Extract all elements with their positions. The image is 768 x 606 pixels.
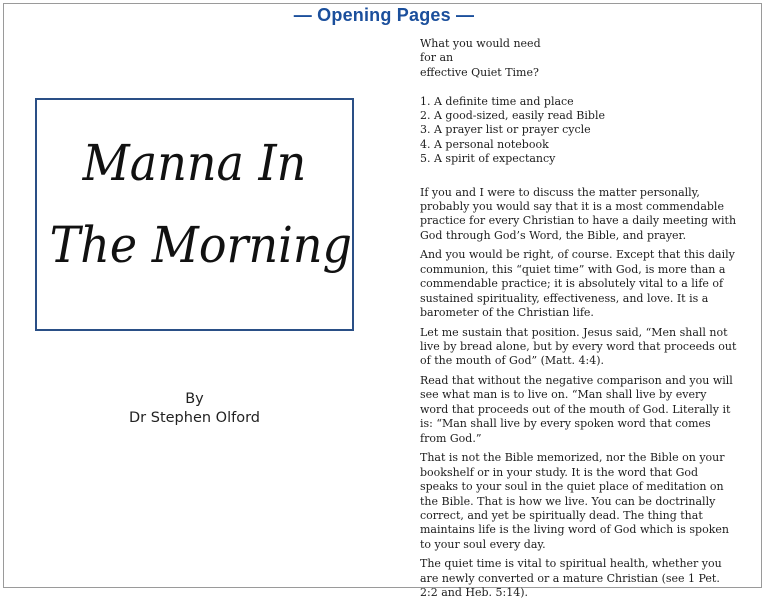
book-title-box <box>35 98 354 331</box>
book-title-line-1: Manna In <box>82 134 307 192</box>
intro-line-1: What you would need <box>420 37 541 50</box>
paragraph: If you and I were to discuss the matter personally, probably you would say that it is a most commendable practice for every Christian to have a daily meeting with God through God’s Word, the Bible, and prayer. <box>420 185 737 242</box>
paragraph: That is not the Bible memorized, nor the Bible on your bookshelf or in your study. It is the word that God speaks to your soul in the quiet place of meditation on the Bible. That is how we live. You can be doctrinally correct, and yet be spiritually dead. The thing that maintains life is the living word of God which is spoken to your soul every day. <box>420 451 729 551</box>
body-text <box>420 186 738 601</box>
author-name: Dr Stephen Olford <box>129 410 260 426</box>
article-column <box>420 37 738 606</box>
intro-question <box>420 37 738 80</box>
paragraph: Read that without the negative comparison and you will see what man is to live on. “Man shall live by every word that proceeds out of the mouth of God. Literally it is: “Man shall live by every spoken word that comes from God.” <box>420 374 733 445</box>
paragraph: And you would be right, of course. Except that this daily communion, this “quiet time” with God, is more than a commendable practice; it is absolutely vital to a life of sustained spirituality, effectiveness, and love. It is a barometer of the Christian life. <box>420 248 735 320</box>
intro-line-2: for an <box>420 51 454 65</box>
paragraph: The quiet time is vital to spiritual health, whether you are newly converted or a mature Christian (see 1 Pet. 2:2 and Heb. 5:14). <box>420 557 722 600</box>
book-title-line-2: The Morning <box>49 216 352 274</box>
list-item: 5. A spirit of expectancy <box>420 152 556 166</box>
needs-list <box>420 95 738 167</box>
list-item: 2. A good-sized, easily read Bible <box>420 109 605 123</box>
list-item: 1. A definite time and place <box>420 94 574 108</box>
list-item: 4. A personal notebook <box>420 137 549 151</box>
byline-by: By <box>185 391 204 407</box>
list-item: 3. A prayer list or prayer cycle <box>420 123 591 137</box>
author-byline <box>35 390 354 428</box>
paragraph: Let me sustain that position. Jesus said, “Men shall not live by bread alone, but by every word that proceeds out of the mouth of God” (Matt. 4:4). <box>420 325 737 368</box>
page-header-title: — Opening Pages — <box>293 5 475 25</box>
book-title <box>49 122 352 286</box>
intro-line-3: effective Quiet Time? <box>420 65 539 79</box>
